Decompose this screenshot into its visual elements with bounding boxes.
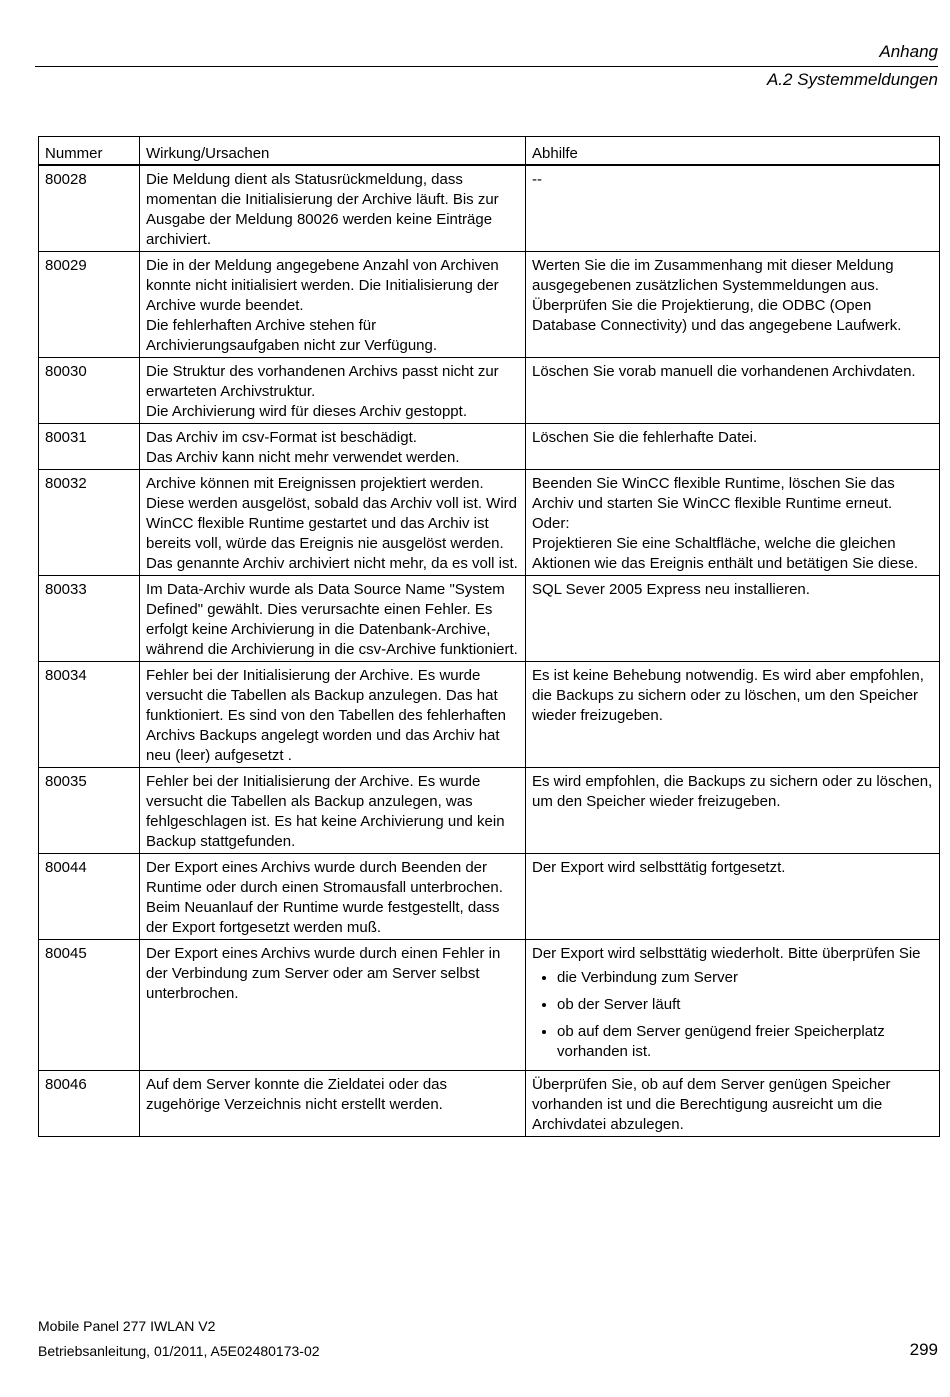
message-number: 80046 [39, 1071, 140, 1137]
table-row [39, 424, 940, 470]
column-header-number: Nummer [39, 137, 140, 166]
remedy-bullet-list [532, 968, 933, 1062]
footer-product: Mobile Panel 277 IWLAN V2 [38, 1318, 216, 1334]
table-row [39, 252, 940, 358]
table-row [39, 854, 940, 940]
message-remedy [526, 470, 940, 576]
message-number: 80032 [39, 470, 140, 576]
message-cause [140, 768, 526, 854]
cause-paragraph: Die Archivierung wird für dieses Archiv gestoppt. [146, 403, 467, 420]
remedy-paragraph: Es wird empfohlen, die Backups zu sichern oder zu löschen, um den Speicher wieder freizugeben. [532, 773, 933, 810]
message-cause [140, 662, 526, 768]
table-header-row [39, 137, 940, 166]
column-header-cause: Wirkung/Ursachen [140, 137, 526, 166]
cause-paragraph: Das Archiv im csv-Format ist beschädigt. [146, 429, 417, 446]
remedy-paragraph: -- [532, 171, 542, 188]
message-remedy [526, 854, 940, 940]
remedy-paragraph: Löschen Sie vorab manuell die vorhandenen Archivdaten. [532, 363, 916, 380]
cause-paragraph: Fehler bei der Initialisierung der Archive. Es wurde versucht die Tabellen als Backup anzulegen. Das hat funktioniert. Es sind von den Tabellen des fehlerhaften Archivs Backups angelegt worden und das Archiv hat neu (leer) aufgesetzt . [146, 667, 506, 764]
message-remedy [526, 424, 940, 470]
message-cause [140, 358, 526, 424]
message-remedy [526, 1071, 940, 1137]
message-remedy [526, 165, 940, 252]
remedy-paragraph: Der Export wird selbsttätig fortgesetzt. [532, 859, 786, 876]
table-row [39, 940, 940, 1071]
message-cause [140, 165, 526, 252]
header-rule [35, 66, 938, 67]
message-number: 80034 [39, 662, 140, 768]
remedy-paragraph: Projektieren Sie eine Schaltfläche, welche die gleichen Aktionen wie das Ereignis enthält und betätigen Sie diese. [532, 535, 919, 572]
remedy-bullet-item: • ob auf dem Server genügend freier Speicherplatz vorhanden ist. [557, 1022, 933, 1062]
cause-paragraph: Archive können mit Ereignissen projektiert werden. Diese werden ausgelöst, sobald das Archiv voll ist. Wird WinCC flexible Runtime gestartet und das Archiv ist bereits voll, würde das Ereignis nie ausgelöst werden. [146, 475, 518, 552]
message-number: 80030 [39, 358, 140, 424]
message-remedy [526, 768, 940, 854]
remedy-paragraph: Es ist keine Behebung notwendig. Es wird aber empfohlen, die Backups zu sichern oder zu löschen, um den Speicher wieder freizugeben. [532, 667, 924, 724]
system-messages-table [38, 136, 940, 1137]
table-row [39, 470, 940, 576]
message-cause [140, 470, 526, 576]
remedy-paragraph: Der Export wird selbsttätig wiederholt. Bitte überprüfen Sie [532, 945, 921, 962]
footer-document: Betriebsanleitung, 01/2011, A5E02480173-02 [38, 1343, 320, 1359]
page-number: 299 [909, 1340, 938, 1359]
cause-paragraph: Auf dem Server konnte die Zieldatei oder das zugehörige Verzeichnis nicht erstellt werden. [146, 1076, 448, 1113]
cause-paragraph: Im Data-Archiv wurde als Data Source Name "System Defined" gewählt. Dies verursachte einen Fehler. Es erfolgt keine Archivierung in die Datenbank-Archive, während die Archivierung in die csv-Archive funktioniert. [146, 581, 518, 658]
message-cause [140, 940, 526, 1071]
cause-paragraph: Die Struktur des vorhandenen Archivs passt nicht zur erwarteten Archivstruktur. [146, 363, 499, 400]
column-header-remedy: Abhilfe [526, 137, 940, 166]
cause-paragraph: Der Export eines Archivs wurde durch Beenden der Runtime oder durch einen Stromausfall unterbrochen. Beim Neuanlauf der Runtime wurde festgestellt, dass der Export fortgesetzt werden muß. [146, 859, 503, 936]
cause-paragraph: Das genannte Archiv archiviert nicht mehr, da es voll ist. [146, 555, 518, 572]
table-row [39, 165, 940, 252]
message-remedy [526, 940, 940, 1071]
cause-paragraph: Die Meldung dient als Statusrückmeldung, dass momentan die Initialisierung der Archive läuft. Bis zur Ausgabe der Meldung 80026 werden keine Einträge archiviert. [146, 171, 499, 248]
remedy-paragraph: SQL Sever 2005 Express neu installieren. [532, 581, 810, 598]
message-number: 80044 [39, 854, 140, 940]
cause-paragraph: Die fehlerhaften Archive stehen für Archivierungsaufgaben nicht zur Verfügung. [146, 317, 438, 354]
message-cause [140, 252, 526, 358]
message-number: 80031 [39, 424, 140, 470]
message-number: 80033 [39, 576, 140, 662]
header-chapter: Anhang [879, 42, 938, 61]
cause-paragraph: Der Export eines Archivs wurde durch einen Fehler in der Verbindung zum Server oder am Server selbst unterbrochen. [146, 945, 501, 1002]
table-row [39, 358, 940, 424]
message-number: 80029 [39, 252, 140, 358]
message-cause [140, 854, 526, 940]
message-remedy [526, 358, 940, 424]
message-cause [140, 576, 526, 662]
cause-paragraph: Die in der Meldung angegebene Anzahl von Archiven konnte nicht initialisiert werden. Die Initialisierung der Archive wurde beendet. [146, 257, 499, 314]
cause-paragraph: Fehler bei der Initialisierung der Archive. Es wurde versucht die Tabellen als Backup anzulegen, was fehlgeschlagen ist. Es hat keine Archivierung und kein Backup stattgefunden. [146, 773, 505, 850]
message-number: 80035 [39, 768, 140, 854]
message-remedy [526, 252, 940, 358]
remedy-paragraph: Überprüfen Sie, ob auf dem Server genügen Speicher vorhanden ist und die Berechtigung ausreicht um die Archivdatei abzulegen. [532, 1076, 891, 1133]
table-row [39, 1071, 940, 1137]
remedy-paragraph: Werten Sie die im Zusammenhang mit dieser Meldung ausgegebenen zusätzlichen Systemmeldungen aus. Überprüfen Sie die Projektierung, die ODBC (Open Database Connectivity) und das angegebene Laufwerk. [532, 257, 902, 334]
cause-paragraph: Das Archiv kann nicht mehr verwendet werden. [146, 449, 460, 466]
message-cause [140, 424, 526, 470]
message-remedy [526, 662, 940, 768]
message-number: 80045 [39, 940, 140, 1071]
remedy-bullet-item: • ob der Server läuft [557, 995, 933, 1015]
table-row [39, 768, 940, 854]
remedy-paragraph: Beenden Sie WinCC flexible Runtime, löschen Sie das Archiv und starten Sie WinCC flexible Runtime erneut. [532, 475, 895, 512]
table-row [39, 662, 940, 768]
remedy-paragraph: Löschen Sie die fehlerhafte Datei. [532, 429, 758, 446]
message-cause [140, 1071, 526, 1137]
table-row [39, 576, 940, 662]
remedy-bullet-item: • die Verbindung zum Server [557, 968, 933, 988]
message-number: 80028 [39, 165, 140, 252]
header-section: A.2 Systemmeldungen [766, 70, 938, 89]
remedy-paragraph: Oder: [532, 515, 570, 532]
message-remedy [526, 576, 940, 662]
table-body [39, 165, 940, 1137]
